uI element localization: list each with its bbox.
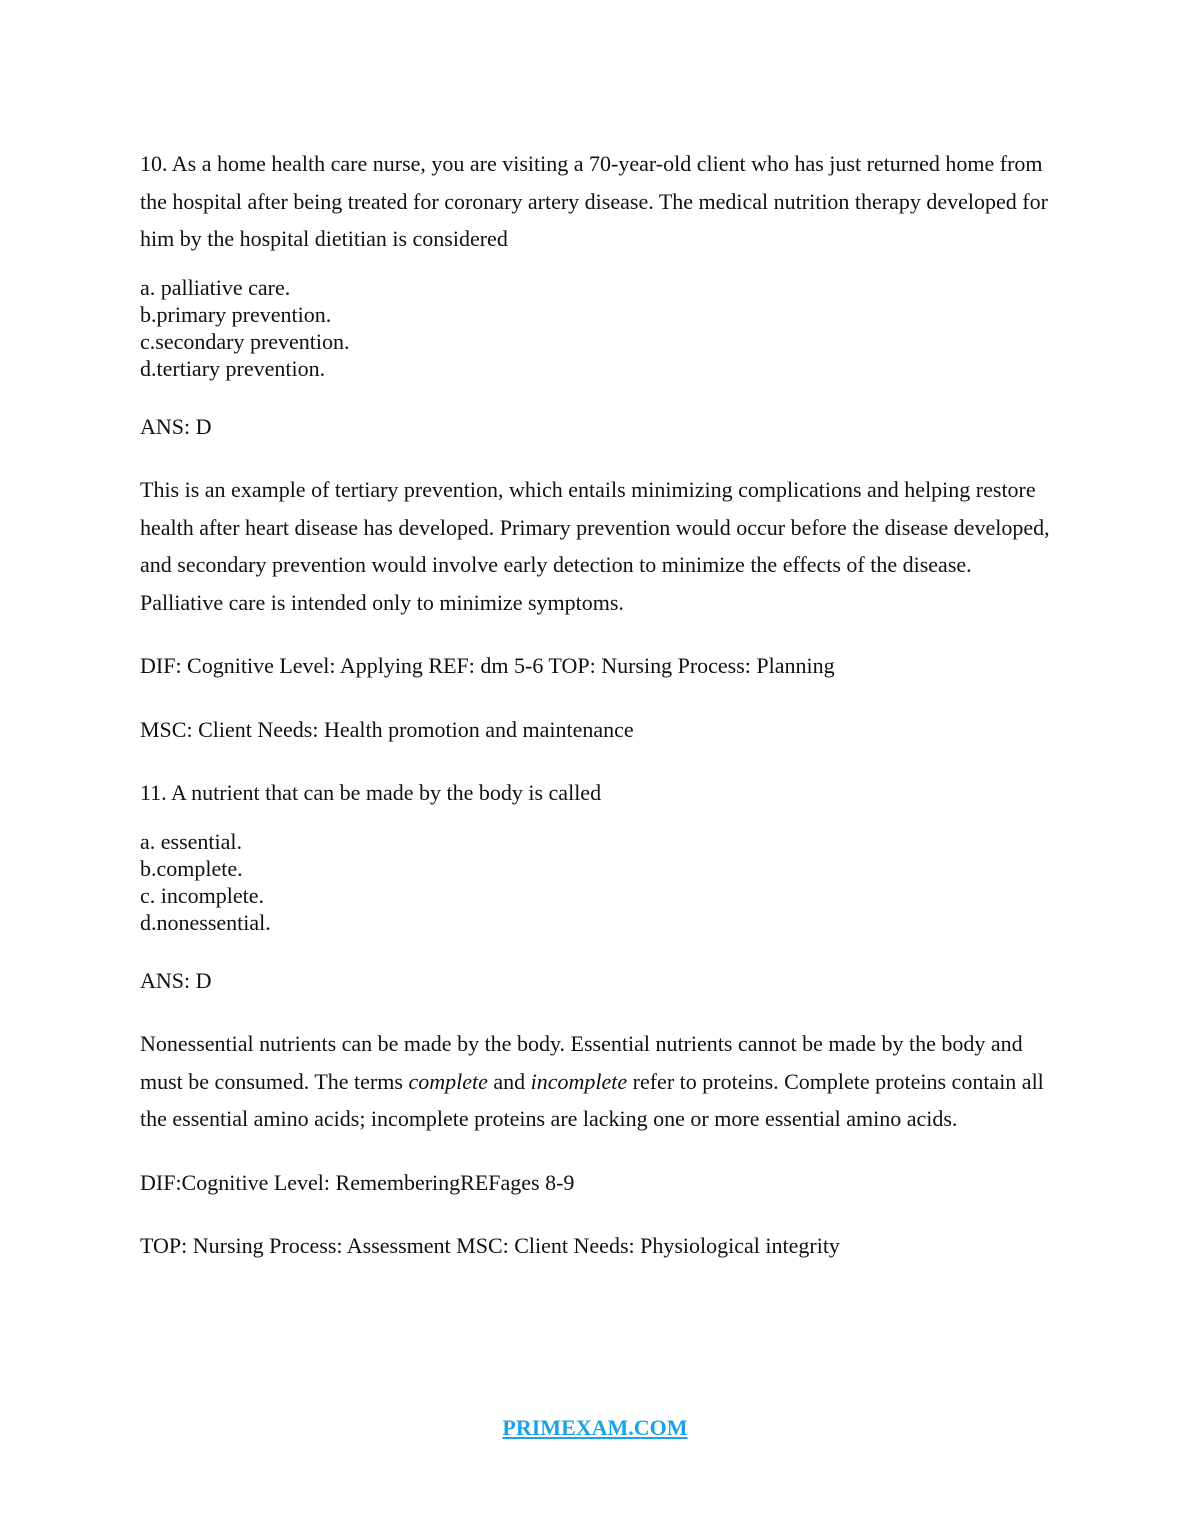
metadata-dif-ref-top: DIF: Cognitive Level: Applying REF: dm 5-6 TOP: Nursing Process: Planning: [140, 653, 835, 678]
term-complete: complete: [408, 1068, 488, 1094]
option-d: d.tertiary prevention.: [140, 355, 326, 381]
answer-key: ANS: D: [140, 967, 212, 993]
term-incomplete: incomplete: [530, 1068, 628, 1094]
option-d: d.nonessential.: [140, 909, 271, 935]
rationale-part: Nonessential nutrients can be made by the body. Essential nutrients cannot be made by the body and must be consumed. The terms: [140, 1031, 1023, 1094]
rationale-text: This is an example of tertiary prevention, which entails minimizing complications and helping restore health after heart disease has developed. Primary prevention would occur before the disease developed, and secondary prevention would involve early detection to minimize the effects of the disease. Palliative care is intended only to minimize symptoms.: [140, 477, 1050, 615]
option-c: c.secondary prevention.: [140, 328, 350, 354]
option-a: a. essential.: [140, 828, 243, 854]
rationale-part: refer to proteins. Complete proteins contain all the essential amino acids; incomplete proteins are lacking one or more essential amino acids.: [140, 1068, 1044, 1131]
question-text: 10. As a home health care nurse, you are visiting a 70-year-old client who has just returned home from the hospital after being treated for coronary artery disease. The medical nutrition therapy developed for him by the hospital dietitian is considered: [140, 151, 1048, 251]
metadata-msc: MSC: Client Needs: Health promotion and maintenance: [140, 716, 634, 742]
page-footer: [0, 1415, 1190, 1441]
rationale-part: and: [487, 1068, 531, 1094]
question-text: 11. A nutrient that can be made by the body is called: [140, 780, 602, 805]
option-a: a. palliative care.: [140, 274, 291, 300]
footer-link[interactable]: PRIMEXAM.COM: [502, 1415, 688, 1440]
document-page: [140, 145, 1060, 1291]
options-list: [140, 274, 1060, 382]
answer-key: ANS: D: [140, 413, 212, 439]
option-c: c. incomplete.: [140, 882, 265, 908]
metadata-dif-ref: DIF:Cognitive Level: RememberingREFages 8-9: [140, 1169, 575, 1195]
options-list: [140, 828, 1060, 936]
question-11: [140, 774, 1060, 1265]
rationale-text: [140, 1025, 1060, 1138]
question-10: [140, 145, 1060, 748]
metadata-top-msc: TOP: Nursing Process: Assessment MSC: Client Needs: Physiological integrity: [140, 1233, 840, 1258]
option-b: b.complete.: [140, 855, 243, 881]
option-b: b.primary prevention.: [140, 301, 332, 327]
